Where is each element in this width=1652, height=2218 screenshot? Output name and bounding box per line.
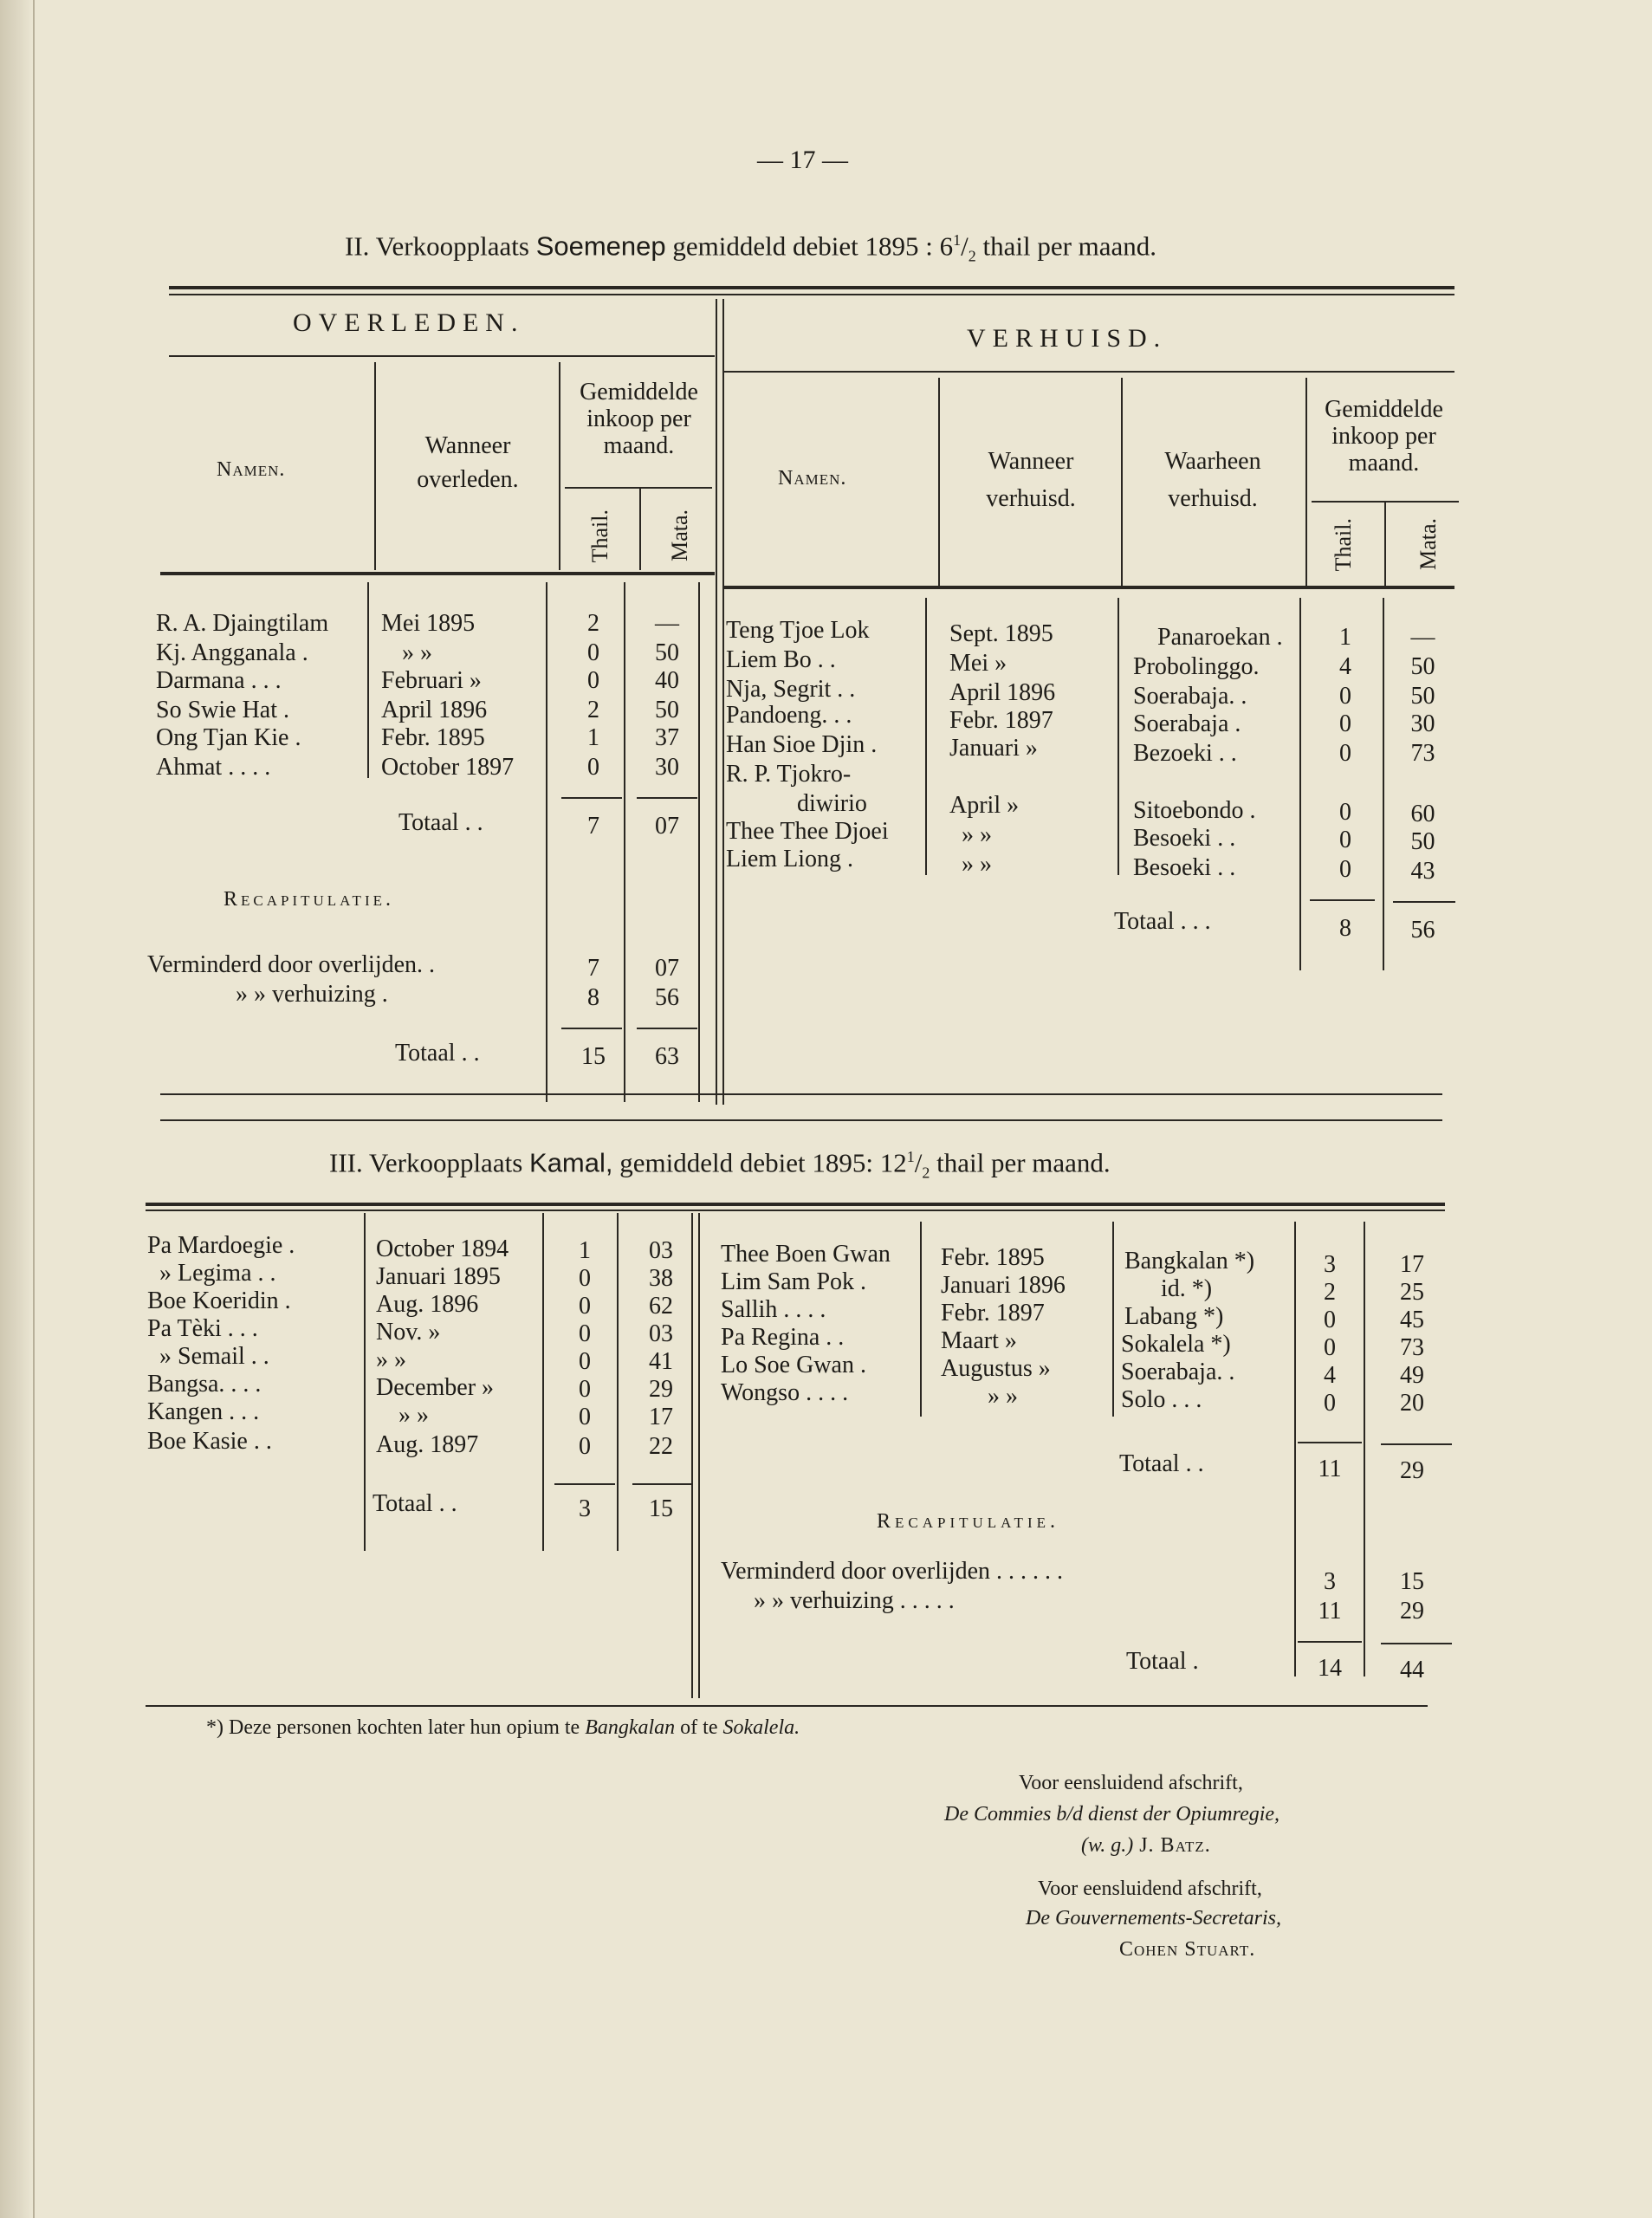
s3-vline-left-names [364,1213,366,1551]
table-row-name: Boe Kasie . . [147,1428,272,1455]
table-row-mata: 03 [649,1237,673,1264]
table-row-mata: 22 [649,1433,673,1460]
table-row-name: Pa Tèki . . . [147,1315,258,1342]
section2-frac-den: 2 [968,247,976,265]
section2-top-rule [169,286,1454,289]
right-header-bottom-rule [723,586,1454,589]
table-row-thail: 0 [579,1320,591,1347]
overleden-total-rule-mata [637,797,697,799]
section2-recap-total-label: Totaal . . [395,1040,480,1067]
signature2-line3: Cohen Stuart. [1119,1938,1256,1961]
col-waarheen-line2: verhuisd. [1168,484,1258,512]
section2-recap-row: » » verhuizing . [236,981,388,1008]
table-row-date: April » [949,792,1020,819]
col-wanneer-verhuisd-line2: verhuisd. [986,484,1076,512]
footnote-place-bangkalan: Bangkalan [585,1716,676,1739]
table-row-mata: 45 [1400,1307,1424,1333]
s3-verhuisd-total-rule-mata [1381,1443,1452,1445]
table-row-name: Lo Soe Gwan . [721,1352,866,1378]
section2-title-prefix: II. Verkoopplaats [345,230,536,262]
table-row-date: Januari 1895 [376,1263,501,1290]
table-row-date: » » [402,639,432,666]
table-row-mata: 38 [649,1265,673,1292]
table-row-where: Soerabaja. . [1121,1359,1235,1385]
s3-vline-center-2 [698,1213,700,1698]
verhuisd-total-rule-thail [1310,899,1375,901]
section3-recap-total-label: Totaal . [1126,1648,1199,1675]
table-row-mata: 29 [649,1376,673,1403]
section2-verhuisd-total-mata: 56 [1410,917,1435,944]
vline-left-names [374,362,376,570]
table-row-name: R. A. Djaingtilam [156,610,329,637]
signature1-line1: Voor eensluidend afschrift, [1019,1772,1243,1794]
table-row-where: id. *) [1161,1275,1213,1302]
page-number: — 17 — [757,146,848,174]
vline-right-body-date [1118,598,1119,875]
table-row-date: Febr. 1895 [941,1244,1045,1271]
table-row-name: Thee Thee Djoei [726,818,889,845]
verhuisd-header: VERHUISD. [967,324,1168,353]
table-row-thail: 0 [1339,683,1351,710]
footnote-place-sokalela: Sokalela. [722,1716,800,1739]
section3-top-rule-thin [146,1210,1445,1211]
table-row-thail: 3 [1324,1251,1336,1278]
section3-overleden-total-mata: 15 [649,1495,673,1522]
section3-recap-mata: 15 [1400,1568,1424,1595]
section3-title: III. Verkoopplaats Kamal, gemiddeld debiet 1895: $12^1/_2$ thail per maand. [329,1147,1111,1182]
table-row-thail: 0 [1324,1390,1336,1417]
s3-overleden-total-rule-mata [632,1483,691,1485]
col-gemiddelde-left [563,379,715,459]
table-row-date: Sept. 1895 [949,620,1053,647]
section2-frac-num: 1 [953,231,962,249]
table-row-mata: 50 [655,639,679,666]
vline-right-body-thail [1299,598,1301,970]
footnote-marker: *) [206,1716,224,1739]
table-row-name: » Legima . . [159,1260,276,1287]
section2-title-end: thail per maand. [975,230,1157,262]
signature1-line2: De Commies b/d dienst der Opiumregie, [944,1803,1280,1826]
section3-top-rule [146,1203,1445,1206]
vline-right-where [1305,378,1307,586]
table-row-mata: 50 [1410,683,1435,710]
col-gemiddelde-right [1308,397,1460,477]
table-row-date: April 1896 [381,697,488,723]
section3-place: Kamal, [529,1147,613,1178]
section2-overleden-total-thail: 7 [587,813,599,840]
col-wanneer-overleden-line1: Wanneer [424,432,511,459]
table-row-thail: 4 [1339,653,1351,680]
section3-recap-total-thail: 14 [1318,1655,1342,1682]
section3-recap-row: Verminderd door overlijden . . . . . . [721,1558,1064,1585]
section3-title-end: thail per maand. [930,1147,1111,1178]
table-row-mata: 50 [655,697,679,723]
section2-title-debiet: gemiddeld debiet 1895 : 6 [665,230,954,262]
table-row-where: Probolinggo. [1133,653,1260,680]
col-gemiddelde-right-line3: maand. [1348,449,1420,477]
table-row-mata: — [655,610,679,637]
table-row-date: Mei » [949,650,1007,677]
table-row-date: Febr. 1897 [949,707,1053,734]
table-row-thail: 0 [587,754,599,781]
table-row-date: Augustus » [941,1355,1051,1382]
table-row-date: Febr. 1897 [941,1300,1045,1326]
section3-bottom-rule [146,1705,1428,1707]
table-row-date: April 1896 [949,679,1056,706]
vline-left-body-names [367,582,369,778]
table-row-mata: 25 [1400,1279,1424,1306]
table-row-date: October 1894 [376,1235,509,1262]
table-row-thail: 0 [579,1293,591,1320]
table-row-name: Lim Sam Pok . [721,1268,867,1295]
vline-left-date [559,362,560,570]
section2-verhuisd-total-thail: 8 [1339,915,1351,942]
s3-recap-total-rule-thail [1298,1641,1362,1643]
table-row-date: » » [962,821,992,848]
overleden-header-rule [169,355,715,357]
table-row-name: Liem Liong . [726,846,853,872]
s3-vline-right-names [920,1222,922,1417]
section2-recap-total-thail: 15 [581,1043,606,1070]
table-row-thail: 1 [587,724,599,751]
table-row-where: Soerabaja. . [1133,683,1247,710]
section3-recap-mata: 29 [1400,1598,1424,1625]
table-row-date: Aug. 1897 [376,1431,479,1458]
section3-title-prefix: III. Verkoopplaats [329,1147,530,1178]
section2-verhuisd-total-label: Totaal . . . [1114,908,1211,935]
vline-left-thail-mata [639,489,641,570]
table-row-mata: 60 [1410,801,1435,827]
table-row-name: Kj. Angganala . [156,639,308,666]
table-row-name: R. P. Tjokro- [726,761,852,788]
vline-right-body-names [925,598,927,875]
s3-vline-right-mata [1364,1222,1365,1676]
page-binding-edge [0,0,35,2218]
table-row-thail: 0 [1339,740,1351,767]
table-row-thail: 0 [1339,856,1351,883]
table-row-thail: 0 [1324,1307,1336,1333]
table-row-name: Darmana . . . [156,667,282,694]
table-row-date: December » [376,1374,495,1401]
table-row-name: Pa Mardoegie . [147,1232,295,1259]
table-row-thail: 1 [579,1237,591,1264]
table-row-where: Sitoebondo . [1133,797,1256,824]
s3-verhuisd-total-rule-thail [1298,1442,1362,1443]
vline-right-date [1121,378,1123,586]
s3-vline-right-date [1112,1222,1114,1417]
table-row-mata: 17 [649,1404,673,1430]
vline-right-names [938,378,940,586]
table-row-date: Februari » [381,667,482,694]
table-row-mata: 17 [1400,1251,1424,1278]
signature1-line3 [1081,1835,1211,1856]
s3-vline-center [691,1213,693,1698]
section3-recap-total-mata: 44 [1400,1657,1424,1683]
section3-frac-den: 2 [922,1164,930,1182]
s3-recap-total-rule-mata [1381,1643,1452,1644]
table-row-mata: — [1410,624,1435,651]
table-row-where: Labang *) [1124,1303,1224,1330]
section3-verhuisd-total-thail: 11 [1318,1456,1342,1482]
section2-overleden-total-mata: 07 [655,813,679,840]
table-row-mata: 50 [1410,828,1435,855]
table-row-name: Nja, Segrit . . [726,676,856,703]
col-wanneer-overleden-line2: overleden. [417,465,519,493]
verhuisd-total-rule-mata [1393,901,1455,903]
table-row-thail: 0 [579,1348,591,1375]
table-row-date: Januari » [949,735,1038,762]
section2-center-divider-2 [722,299,724,1105]
table-row-name: Bangsa. . . . [147,1371,262,1398]
table-row-thail: 0 [587,667,599,694]
section3-title-debiet: gemiddeld debiet 1895: 12 [612,1147,907,1178]
table-row-date: » » [962,851,992,878]
table-row-date: » » [398,1402,429,1429]
col-waarheen [1126,449,1299,513]
col-waarheen-line1: Waarheen [1164,448,1261,475]
vline-right-thail-mata [1384,503,1386,586]
table-row-date: Febr. 1895 [381,724,485,751]
col-mata-left: Mata. [667,509,692,561]
table-row-thail: 2 [587,697,599,723]
footnote-text-pre: Deze personen kochten later hun opium te [224,1716,586,1739]
table-row-thail: 0 [1339,827,1351,853]
section3-recap-thail: 11 [1318,1598,1342,1625]
section3-overleden-total-label: Totaal . . [373,1490,457,1517]
section2-place: Soemenep [535,230,666,262]
section3-recap-row: » » verhuizing . . . . . [754,1587,955,1614]
vline-left-body-thail [624,582,625,1102]
section2-recap-mata: 07 [655,955,679,982]
section2-recap-thail: 8 [587,984,599,1011]
table-row-mata: 73 [1410,740,1435,767]
table-row-thail: 2 [587,610,599,637]
section2-top-rule-thin [169,294,1454,295]
recap-total-rule-thail [561,1028,622,1029]
table-row-where: Soerabaja . [1133,710,1241,737]
table-row-mata: 03 [649,1320,673,1347]
table-row-thail: 0 [579,1265,591,1292]
table-row-mata: 49 [1400,1362,1424,1389]
table-row-mata: 40 [655,667,679,694]
table-row-mata: 30 [655,754,679,781]
table-row-thail: 0 [579,1433,591,1460]
left-header-bottom-rule [160,572,715,575]
table-row-thail: 0 [579,1376,591,1403]
table-row-name: Ong Tjan Kie . [156,724,301,751]
section3-overleden-total-thail: 3 [579,1495,591,1522]
section3-recap-title: Recapitulatie. [877,1510,1059,1533]
col-wanneer-verhuisd [944,449,1118,513]
section2-title: II. Verkoopplaats Soemenep gemiddeld debiet 1895 : $6^1/_2$ thail per maand. [345,230,1157,265]
footnote-text-mid: of te [675,1716,723,1739]
table-row-thail: 4 [1324,1362,1336,1389]
table-row-thail: 1 [1339,624,1351,651]
gemiddelde-left-subrule [565,487,712,489]
table-row-name: Sallih . . . . [721,1296,826,1323]
table-row-where: Panaroekan . [1157,624,1283,651]
table-row-thail: 0 [1324,1334,1336,1361]
table-row-mata: 37 [655,724,679,751]
section3-recap-thail: 3 [1324,1568,1336,1595]
col-thail-right: Thail. [1331,518,1356,572]
table-row-where: Besoeki . . [1133,854,1236,881]
table-row-date: Mei 1895 [381,610,476,637]
section2-recap-title: Recapitulatie. [224,888,394,911]
table-row-date: » » [988,1383,1018,1410]
table-row-mata: 62 [649,1293,673,1320]
col-gemiddelde-left-line3: maand. [603,431,675,459]
overleden-total-rule-thail [561,797,622,799]
table-row-mata: 50 [1410,653,1435,680]
col-thail-left: Thail. [587,509,612,563]
table-row-mata: 20 [1400,1390,1424,1417]
section3-verhuisd-total-mata: 29 [1400,1457,1424,1484]
section2-recap-total-mata: 63 [655,1043,679,1070]
s3-overleden-total-rule-thail [554,1483,615,1485]
section3-verhuisd-total-label: Totaal . . [1119,1450,1204,1477]
table-row-thail: 0 [579,1404,591,1430]
table-row-name: diwirio [797,790,867,817]
table-row-date: Aug. 1896 [376,1291,479,1318]
table-row-where: Sokalela *) [1121,1331,1231,1358]
s3-vline-left-thail [617,1213,619,1551]
col-gemiddelde-left-line2: inkoop per [586,405,691,432]
table-row-name: Teng Tjoe Lok [726,617,870,644]
table-row-where: Bangkalan *) [1124,1248,1255,1274]
section2-overleden-total-label: Totaal . . [398,809,483,836]
table-row-thail: 0 [1339,710,1351,737]
table-row-name: Ahmat . . . . [156,754,271,781]
table-row-date: October 1897 [381,754,515,781]
table-row-thail: 0 [587,639,599,666]
table-row-thail: 2 [1324,1279,1336,1306]
col-mata-right: Mata. [1416,518,1441,570]
table-row-thail: 0 [1339,799,1351,826]
col-namen-right: Namen. [778,467,847,490]
table-row-mata: 73 [1400,1334,1424,1361]
vline-right-body-mata [1383,598,1384,970]
table-row-name: Boe Koeridin . [147,1287,291,1314]
s3-vline-left-date [542,1213,544,1551]
footnote [206,1717,800,1738]
table-row-name: Wongso . . . . [721,1379,849,1406]
table-row-name: Han Sioe Djin . [726,731,878,758]
table-row-where: Bezoeki . . [1133,740,1237,767]
section2-recap-mata: 56 [655,984,679,1011]
table-row-mata: 43 [1410,858,1435,885]
section2-bottom-rule-2 [160,1119,1442,1121]
signature1-wg: (w. g.) [1081,1834,1134,1857]
col-gemiddelde-left-line1: Gemiddelde [580,379,698,405]
vline-left-body-date [546,582,547,1102]
section2-recap-row: Verminderd door overlijden. . [147,951,436,978]
verhuisd-header-rule [723,371,1454,373]
section3-frac-num: 1 [906,1148,915,1165]
section2-center-divider [716,299,717,1105]
vline-left-body-mata [698,582,700,1102]
table-row-mata: 41 [649,1348,673,1375]
table-row-name: Thee Boen Gwan [721,1241,891,1268]
recap-total-rule-mata [637,1028,697,1029]
table-row-mata: 30 [1410,710,1435,737]
table-row-name: Liem Bo . . [726,646,836,673]
section2-bottom-rule [160,1093,1442,1095]
table-row-date: Nov. » [376,1319,441,1346]
table-row-date: Januari 1896 [941,1272,1066,1299]
table-row-name: Pa Regina . . [721,1324,845,1351]
section2-recap-thail: 7 [587,955,599,982]
table-row-name: Kangen . . . [147,1398,260,1425]
table-row-name: » Semail . . [159,1343,269,1370]
col-wanneer-verhuisd-line1: Wanneer [988,448,1074,475]
col-namen-left: Namen. [217,458,286,481]
signature2-line2: De Gouvernements-Secretaris, [1026,1907,1282,1929]
signature1-name: J. Batz. [1133,1834,1211,1857]
overleden-header: OVERLEDEN. [293,308,525,337]
table-row-name: Pandoeng. . . [726,702,852,729]
table-row-where: Besoeki . . [1133,825,1236,852]
table-row-date: Maart » [941,1327,1017,1354]
col-wanneer-overleden [390,433,546,494]
table-row-date: » » [376,1346,406,1373]
col-gemiddelde-right-line1: Gemiddelde [1325,396,1443,423]
table-row-where: Solo . . . [1121,1386,1202,1413]
signature2-line1: Voor eensluidend afschrift, [1038,1878,1262,1900]
table-row-name: So Swie Hat . [156,697,289,723]
col-gemiddelde-right-line2: inkoop per [1331,422,1436,450]
